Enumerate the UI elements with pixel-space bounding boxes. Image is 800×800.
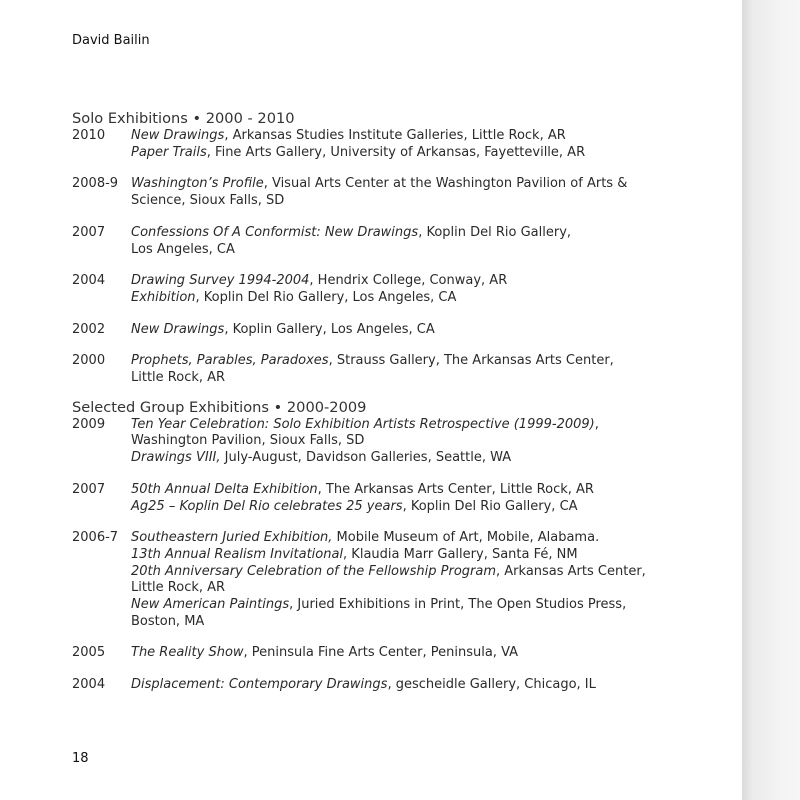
exhibition-venue: , gescheidle Gallery, Chicago, IL xyxy=(387,677,596,693)
exhibition-title: Ag25 – Koplin Del Rio celebrates 25 years xyxy=(131,498,403,514)
exhibition-entry xyxy=(72,176,692,209)
exhibition-venue: , xyxy=(594,416,599,432)
exhibition-line xyxy=(131,242,692,259)
exhibition-line xyxy=(131,547,692,564)
exhibition-venue: , Klaudia Marr Gallery, Santa Fé, NM xyxy=(343,546,578,562)
exhibition-details xyxy=(131,353,692,386)
exhibition-venue: , Arkansas Studies Institute Galleries, Little Rock, AR xyxy=(224,128,566,143)
exhibition-title: The Reality Show xyxy=(131,645,244,661)
exhibition-line xyxy=(131,677,692,694)
exhibition-details xyxy=(131,273,692,306)
page-gutter-shadow xyxy=(742,0,800,800)
solo-exhibitions-heading: Solo Exhibitions • 2000 - 2010 xyxy=(72,110,295,127)
exhibition-venue: Little Rock, AR xyxy=(131,580,226,596)
exhibition-line xyxy=(131,128,692,145)
exhibition-venue: , Visual Arts Center at the Washington Pavilion of Arts & xyxy=(263,176,628,192)
exhibition-venue: , Juried Exhibitions in Print, The Open Studios Press, xyxy=(289,597,627,613)
exhibition-year: 2006-7 xyxy=(72,530,119,546)
exhibition-line xyxy=(131,273,692,290)
exhibition-entry xyxy=(72,530,692,630)
exhibition-line xyxy=(131,225,692,242)
exhibition-venue: July-August, Davidson Galleries, Seattle, WA xyxy=(220,450,512,466)
exhibition-list xyxy=(72,110,692,694)
solo-exhibitions-list xyxy=(72,128,692,387)
exhibition-venue: , Fine Arts Gallery, University of Arkansas, Fayetteville, AR xyxy=(206,144,586,160)
exhibition-title: New Drawings xyxy=(131,321,225,337)
author-name: David Bailin xyxy=(72,33,150,48)
exhibition-year: 2008-9 xyxy=(72,176,119,192)
exhibition-title: Southeastern Juried Exhibition, xyxy=(131,530,333,546)
exhibition-title: Confessions Of A Conformist: New Drawings xyxy=(131,224,419,240)
exhibition-line xyxy=(131,530,692,547)
exhibition-year: 2005 xyxy=(72,645,106,661)
exhibition-year: 2007 xyxy=(72,481,106,497)
exhibition-details xyxy=(131,322,692,339)
exhibition-title: Paper Trails xyxy=(131,144,207,160)
exhibition-line xyxy=(131,145,692,162)
exhibition-line xyxy=(131,322,692,339)
exhibition-line xyxy=(131,290,692,307)
exhibition-entry xyxy=(72,128,692,161)
exhibition-details xyxy=(131,482,692,515)
exhibition-line xyxy=(131,176,692,193)
exhibition-line xyxy=(131,450,692,467)
exhibition-details xyxy=(131,176,692,209)
exhibition-title: New American Paintings xyxy=(131,597,290,613)
exhibition-line xyxy=(131,597,692,614)
exhibition-line xyxy=(131,482,692,499)
exhibition-entry xyxy=(72,273,692,306)
exhibition-year: 2009 xyxy=(72,416,106,432)
exhibition-details xyxy=(131,530,692,630)
exhibition-details xyxy=(131,417,692,467)
group-exhibitions-list xyxy=(72,417,692,694)
page-number: 18 xyxy=(72,751,89,766)
exhibition-title: Drawing Survey 1994-2004 xyxy=(131,273,310,289)
exhibition-line xyxy=(131,353,692,370)
exhibition-title: New Drawings xyxy=(131,128,225,143)
exhibition-details xyxy=(131,677,692,694)
exhibition-venue: , Koplin Del Rio Gallery, Los Angeles, CA xyxy=(195,289,457,305)
exhibition-line xyxy=(131,417,692,434)
exhibition-title: Displacement: Contemporary Drawings xyxy=(131,677,388,693)
exhibition-venue: , Koplin Del Rio Gallery, xyxy=(418,224,572,240)
exhibition-venue: , Peninsula Fine Arts Center, Peninsula, VA xyxy=(243,645,519,661)
exhibition-year: 2007 xyxy=(72,224,106,240)
exhibition-venue: Little Rock, AR xyxy=(131,370,226,386)
exhibition-line xyxy=(131,614,692,631)
exhibition-venue: , Strauss Gallery, The Arkansas Arts Center, xyxy=(328,353,614,369)
exhibition-entry xyxy=(72,322,692,339)
exhibition-venue: Los Angeles, CA xyxy=(131,241,235,257)
exhibition-venue: , Koplin Gallery, Los Angeles, CA xyxy=(224,321,435,337)
exhibition-entry xyxy=(72,417,692,467)
exhibition-entry xyxy=(72,225,692,258)
exhibition-venue: , Koplin Del Rio Gallery, CA xyxy=(402,498,578,514)
exhibition-title: Ten Year Celebration: Solo Exhibition Artists Retrospective (1999-2009) xyxy=(131,416,595,432)
exhibition-venue: Boston, MA xyxy=(131,613,205,629)
exhibition-year: 2002 xyxy=(72,321,106,337)
exhibition-venue: , Hendrix College, Conway, AR xyxy=(309,273,508,289)
exhibition-title: 20th Anniversary Celebration of the Fellowship Program xyxy=(131,563,497,579)
exhibition-line xyxy=(131,433,692,450)
exhibition-line xyxy=(131,580,692,597)
exhibition-line xyxy=(131,564,692,581)
exhibition-venue: Washington Pavilion, Sioux Falls, SD xyxy=(131,433,365,449)
exhibition-venue: Mobile Museum of Art, Mobile, Alabama. xyxy=(332,530,600,546)
exhibition-title: 50th Annual Delta Exhibition xyxy=(131,481,318,497)
exhibition-venue: , Arkansas Arts Center, xyxy=(496,563,646,579)
exhibition-title: Drawings VIII, xyxy=(131,450,221,466)
exhibition-details xyxy=(131,225,692,258)
exhibition-line xyxy=(131,193,692,210)
exhibition-title: Prophets, Parables, Paradoxes xyxy=(131,353,329,369)
exhibition-entry xyxy=(72,353,692,386)
exhibition-year: 2004 xyxy=(72,677,106,693)
exhibition-details xyxy=(131,645,692,662)
exhibition-year: 2004 xyxy=(72,273,106,289)
group-exhibitions-heading: Selected Group Exhibitions • 2000-2009 xyxy=(72,398,367,416)
exhibition-year: 2000 xyxy=(72,353,106,369)
exhibition-venue: , The Arkansas Arts Center, Little Rock, AR xyxy=(317,481,594,497)
exhibition-details xyxy=(131,128,692,161)
exhibition-year: 2010 xyxy=(72,128,106,143)
exhibition-title: 13th Annual Realism Invitational xyxy=(131,546,344,562)
exhibition-title: Exhibition xyxy=(131,289,196,305)
exhibition-venue: Science, Sioux Falls, SD xyxy=(131,193,285,209)
exhibition-title: Washington’s Profile xyxy=(131,176,264,192)
exhibition-line xyxy=(131,370,692,387)
exhibition-line xyxy=(131,645,692,662)
exhibition-entry xyxy=(72,677,692,694)
exhibition-entry xyxy=(72,482,692,515)
exhibition-entry xyxy=(72,645,692,662)
exhibition-line xyxy=(131,499,692,516)
